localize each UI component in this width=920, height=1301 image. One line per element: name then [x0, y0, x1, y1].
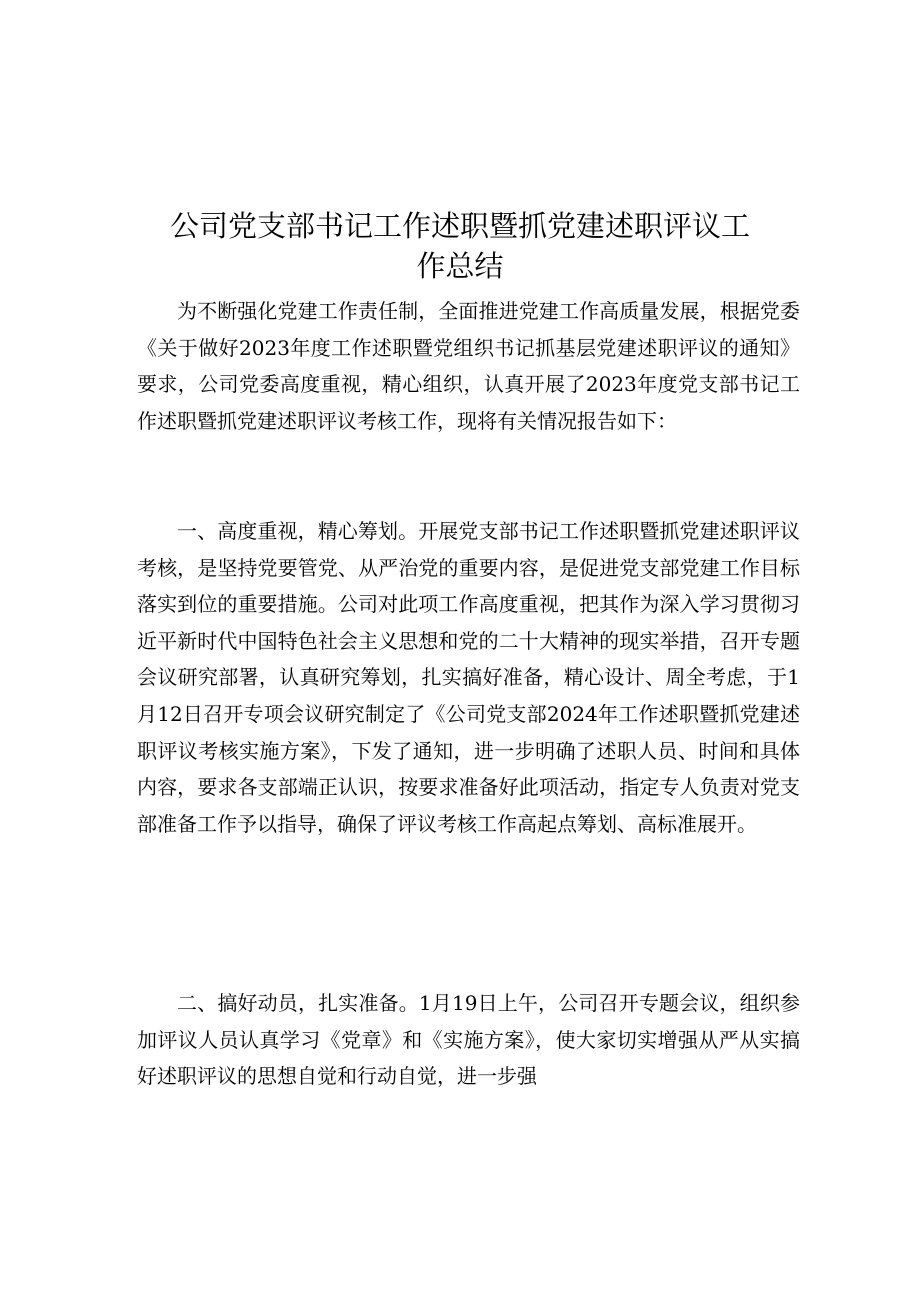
section-2-paragraph: 二、搞好动员，扎实准备。1月19日上午，公司召开专题会议，组织参加评议人员认真学习《党章》和《实施方案》，使大家切实增强从严从实搞好述职评议的思想自觉和行动自觉，进一步强 — [137, 991, 800, 1089]
intro-paragraph: 为不断强化党建工作责任制，全面推进党建工作高质量发展，根据党委《关于做好2023年度工作述职暨党组织书记抓基层党建述职评议的通知》要求，公司党委高度重视，精心组织，认真开展了2023年度党支部书记工作述职暨抓党建述职评议考核工作，现将有关情况报告如下： — [137, 299, 800, 433]
document-title — [140, 206, 780, 286]
title-line-1: 公司党支部书记工作述职暨抓党建述职评议工 — [169, 209, 750, 243]
section-1-paragraph: 一、高度重视，精心筹划。开展党支部书记工作述职暨抓党建述职评议考核，是坚持党要管党、从严治党的重要内容，是促进党支部党建工作目标落实到位的重要措施。公司对此项工作高度重视，把其作为深入学习贯彻习近平新时代中国特色社会主义思想和党的二十大精神的现实举措，召开专题会议研究部署，认真研究筹划，扎实搞好准备，精心设计、周全考虑，于1月12日召开专项会议研究制定了《公司党支部2024年工作述职暨抓党建述职评议考核实施方案》，下发了通知，进一步明确了述职人员、时间和具体内容，要求各支部端正认识，按要求准备好此项活动，指定专人负责对党支部准备工作予以指导，确保了评议考核工作高起点筹划、高标准展开。 — [137, 519, 800, 836]
title-line-2: 作总结 — [416, 249, 504, 283]
